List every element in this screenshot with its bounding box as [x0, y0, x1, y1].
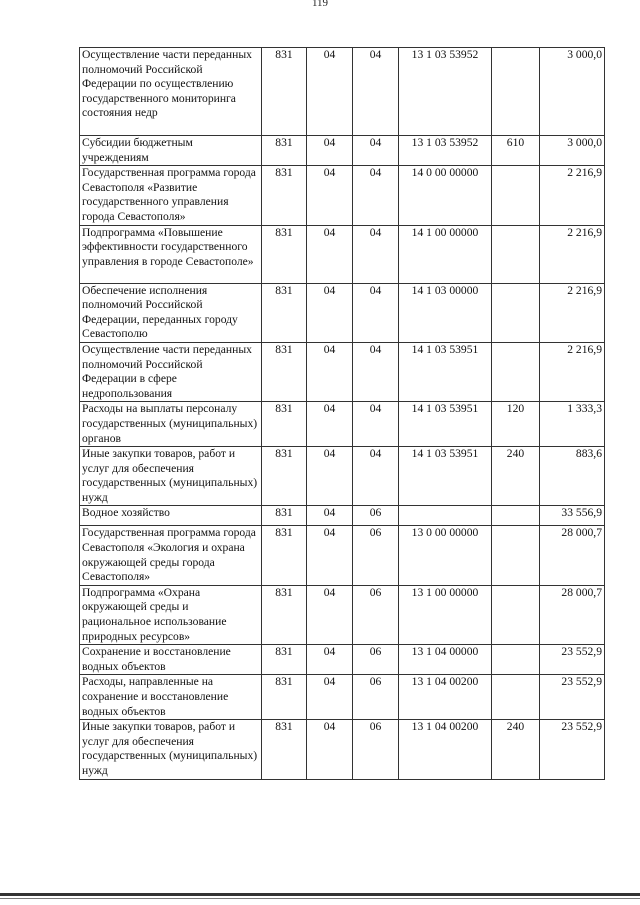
expense-type-code [492, 48, 540, 136]
section-code: 04 [307, 402, 353, 447]
table-row [80, 283, 605, 342]
table-row [80, 136, 605, 166]
bottom-border-secondary [0, 898, 640, 899]
section-code: 04 [307, 526, 353, 585]
expense-type-code [492, 645, 540, 675]
amount: 33 556,9 [540, 506, 605, 526]
table-row [80, 506, 605, 526]
expense-type-code [492, 283, 540, 342]
amount: 28 000,7 [540, 526, 605, 585]
ministry-code: 831 [262, 48, 307, 136]
expense-type-code: 240 [492, 447, 540, 506]
row-name: Обеспечение исполнения полномочий Российской Федерации, переданных городу Севастополю [80, 283, 262, 342]
table-row [80, 526, 605, 585]
subsection-code: 04 [353, 447, 399, 506]
target-article-code: 14 1 00 00000 [399, 225, 492, 283]
expense-type-code [492, 225, 540, 283]
table-row [80, 720, 605, 779]
row-name: Расходы, направленные на сохранение и восстановление водных объектов [80, 675, 262, 720]
ministry-code: 831 [262, 506, 307, 526]
subsection-code: 04 [353, 136, 399, 166]
ministry-code: 831 [262, 402, 307, 447]
amount: 2 216,9 [540, 166, 605, 225]
target-article-code: 13 1 03 53952 [399, 48, 492, 136]
section-code: 04 [307, 720, 353, 779]
expense-type-code [492, 166, 540, 225]
subsection-code: 06 [353, 720, 399, 779]
amount: 3 000,0 [540, 48, 605, 136]
section-code: 04 [307, 585, 353, 644]
target-article-code: 13 1 04 00200 [399, 675, 492, 720]
row-name: Иные закупки товаров, работ и услуг для обеспечения государственных (муниципальных) нужд [80, 447, 262, 506]
bottom-border [0, 893, 640, 896]
ministry-code: 831 [262, 447, 307, 506]
ministry-code: 831 [262, 166, 307, 225]
row-name: Водное хозяйство [80, 506, 262, 526]
amount: 1 333,3 [540, 402, 605, 447]
section-code: 04 [307, 283, 353, 342]
target-article-code [399, 506, 492, 526]
target-article-code: 14 1 03 53951 [399, 402, 492, 447]
subsection-code: 06 [353, 506, 399, 526]
row-name: Осуществление части переданных полномочий Российской Федерации по осуществлению государственного мониторинга состояния недр [80, 48, 262, 136]
section-code: 04 [307, 225, 353, 283]
section-code: 04 [307, 48, 353, 136]
page-number: 119 [311, 0, 329, 9]
subsection-code: 06 [353, 526, 399, 585]
amount: 2 216,9 [540, 283, 605, 342]
expense-type-code [492, 675, 540, 720]
ministry-code: 831 [262, 225, 307, 283]
expense-type-code [492, 506, 540, 526]
amount: 23 552,9 [540, 720, 605, 779]
section-code: 04 [307, 342, 353, 401]
row-name: Подпрограмма «Охрана окружающей среды и рациональное использование природных ресурсов» [80, 585, 262, 644]
ministry-code: 831 [262, 136, 307, 166]
table-row [80, 342, 605, 401]
row-name: Расходы на выплаты персоналу государственных (муниципальных) органов [80, 402, 262, 447]
target-article-code: 14 1 03 53951 [399, 447, 492, 506]
target-article-code: 13 1 00 00000 [399, 585, 492, 644]
table-row [80, 48, 605, 136]
amount: 883,6 [540, 447, 605, 506]
row-name: Сохранение и восстановление водных объектов [80, 645, 262, 675]
ministry-code: 831 [262, 342, 307, 401]
subsection-code: 04 [353, 166, 399, 225]
section-code: 04 [307, 447, 353, 506]
target-article-code: 14 1 03 53951 [399, 342, 492, 401]
ministry-code: 831 [262, 675, 307, 720]
row-name: Иные закупки товаров, работ и услуг для обеспечения государственных (муниципальных) нужд [80, 720, 262, 779]
ministry-code: 831 [262, 283, 307, 342]
subsection-code: 06 [353, 645, 399, 675]
section-code: 04 [307, 645, 353, 675]
expense-type-code [492, 342, 540, 401]
amount: 23 552,9 [540, 645, 605, 675]
expense-type-code: 610 [492, 136, 540, 166]
ministry-code: 831 [262, 645, 307, 675]
table-row [80, 402, 605, 447]
expense-type-code [492, 526, 540, 585]
amount: 28 000,7 [540, 585, 605, 644]
ministry-code: 831 [262, 720, 307, 779]
amount: 3 000,0 [540, 136, 605, 166]
table-row [80, 585, 605, 644]
target-article-code: 14 1 03 00000 [399, 283, 492, 342]
table-row [80, 447, 605, 506]
row-name: Государственная программа города Севастополя «Развитие государственного управления города Севастополя» [80, 166, 262, 225]
row-name: Подпрограмма «Повышение эффективности государственного управления в городе Севастополе» [80, 225, 262, 283]
row-name: Осуществление части переданных полномочий Российской Федерации в сфере недропользования [80, 342, 262, 401]
ministry-code: 831 [262, 585, 307, 644]
subsection-code: 06 [353, 675, 399, 720]
subsection-code: 04 [353, 402, 399, 447]
table-row [80, 645, 605, 675]
table-row [80, 225, 605, 283]
expense-type-code: 120 [492, 402, 540, 447]
table-row [80, 166, 605, 225]
target-article-code: 13 1 04 00000 [399, 645, 492, 675]
row-name: Государственная программа города Севастополя «Экология и охрана окружающей среды города Севастополя» [80, 526, 262, 585]
amount: 2 216,9 [540, 225, 605, 283]
subsection-code: 06 [353, 585, 399, 644]
section-code: 04 [307, 675, 353, 720]
table-row [80, 675, 605, 720]
target-article-code: 14 0 00 00000 [399, 166, 492, 225]
subsection-code: 04 [353, 342, 399, 401]
section-code: 04 [307, 166, 353, 225]
budget-table [79, 47, 605, 780]
ministry-code: 831 [262, 526, 307, 585]
subsection-code: 04 [353, 283, 399, 342]
target-article-code: 13 1 03 53952 [399, 136, 492, 166]
subsection-code: 04 [353, 225, 399, 283]
expense-type-code: 240 [492, 720, 540, 779]
amount: 2 216,9 [540, 342, 605, 401]
expense-type-code [492, 585, 540, 644]
subsection-code: 04 [353, 48, 399, 136]
section-code: 04 [307, 136, 353, 166]
amount: 23 552,9 [540, 675, 605, 720]
row-name: Субсидии бюджетным учреждениям [80, 136, 262, 166]
section-code: 04 [307, 506, 353, 526]
target-article-code: 13 1 04 00200 [399, 720, 492, 779]
target-article-code: 13 0 00 00000 [399, 526, 492, 585]
